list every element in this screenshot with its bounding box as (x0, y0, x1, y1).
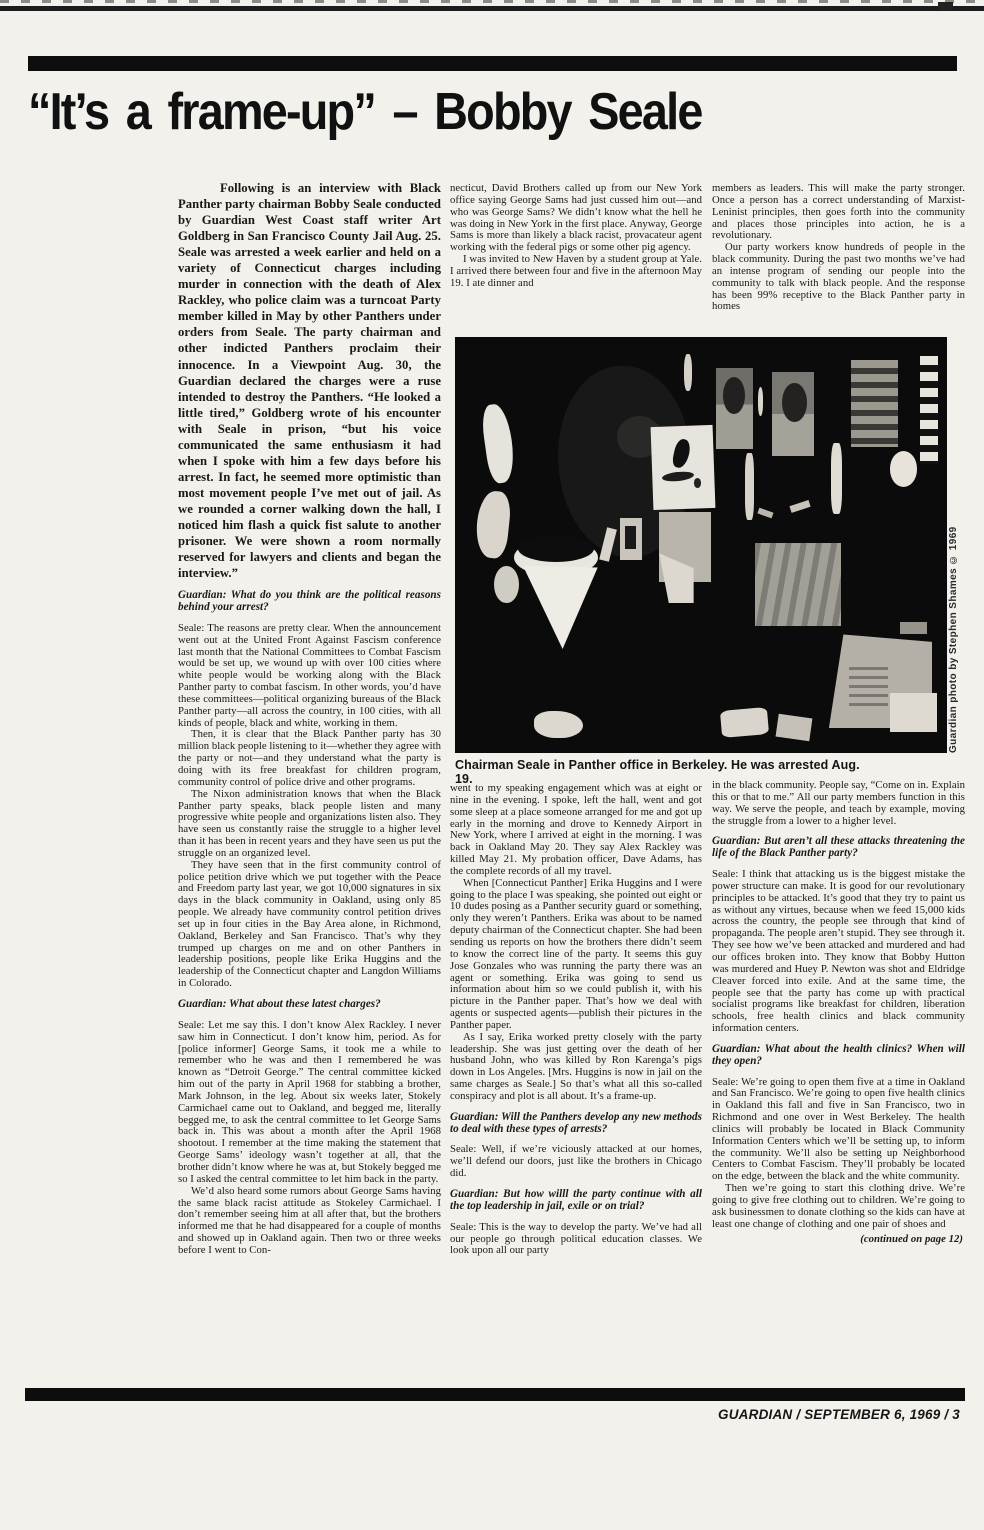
shelf-edge (900, 622, 927, 634)
article-paragraph: went to my speaking engagement which was at eight or nine in the evening. I spoke, left the hall, went and got some sleep at a place someone arranged for me and got up early in the morning and drove to Kennedy Airport in New York, where I arrived at eight in the morning. I was back in Oakland May 20. They say Alex Rackley was killed May 21. My probation officer, Dave Adams, has the complete records of all my travel. (450, 783, 702, 877)
film-strip-frames (920, 356, 938, 464)
article-paragraph: necticut, David Brothers called up from our New York office saying George Sams had just cussed him out—and who was George Sams? We didn’t know what the hell he was doing in New York in the first place. Anyway, George Sams is more than likely a black racist, provacateur agent working with the federal pigs or some other pig agency. (450, 183, 702, 254)
turtleneck-collar-shadow (518, 535, 594, 562)
article-paragraph: I was invited to New Haven by a student group at Yale. I arrived there between four and five in the afternoon May 19. I ate dinner and (450, 253, 702, 289)
page-headline: “It’s a frame-up” – Bobby Seale (28, 83, 702, 141)
article-paragraph: Then, it is clear that the Black Panther party has 30 million black people listening to it—whether they agree with the party or not—and they understand what the party is doing with its free breakfast for children program, community control of police drive and other programs. (178, 728, 441, 788)
article-column-1 (178, 180, 441, 1377)
poster-portrait (782, 383, 807, 423)
desk-paper (776, 713, 813, 740)
article-intro: Following is an interview with Black Panther party chairman Bobby Seale conducted by Guardian West Coast staff writer Art Goldberg in San Francisco County Jail Aug. 25. Seale was arrested a week earlier and held on a variety of Connecticut charges including murder in connection with the death of Alex Rackley, who police claim was a turncoat Party member killed in May by other Panthers under orders from Seale. The party chairman and other indicted Panthers proclaim their innocence. In a Viewpoint Aug. 30, the Guardian declared the charges were a ruse intended to destroy the Panthers. “He looked a little tired,” Goldberg wrote of his encounter with Seale in prison, “but his voice communicated the same enthusiasm it had when I spoke with him a few days before his arrest. In fact, he seemed more optimistic than most movement people I’ve met out of jail. As we rounded a corner walking down the hall, I noticed him flash a quick fist salute to another prisoner. We were shown a room normally reserved for lawyers and clients and began the interview.” (178, 181, 441, 581)
wall-light-patch (479, 402, 517, 484)
wall-poster-grid (851, 360, 898, 447)
guardian-question: Guardian: Will the Panthers develop any new methods to deal with these types of arrests? (450, 1110, 702, 1135)
wall-light-patch (494, 566, 519, 603)
guardian-question: Guardian: What about the health clinics? When will they open? (712, 1042, 965, 1067)
scan-corner-mark (938, 2, 953, 10)
photo-caption: Chairman Seale in Panther office in Berkeley. He was arrested Aug. 19. (455, 758, 860, 786)
light-dash (757, 507, 773, 518)
article-paragraph: members as leaders. This will make the party stronger. Once a person has a correct understanding of Marxist-Leninist principles, then goes forth into the community and places those principles into action, he is a revolutionary. (712, 183, 965, 242)
desk-papers-texture (849, 661, 888, 711)
light-blob (890, 451, 917, 486)
guardian-question: Guardian: But aren’t all these attacks threatening the life of the Black Panther party? (712, 835, 965, 860)
continued-note: (continued on page 12) (860, 1232, 963, 1245)
article-paragraph: in the black community. People say, “Come on in. Explain this or that to me.” All our party members function in this way. We serve the people, and teach by example, moving the struggle from a lower to a higher level. (712, 780, 965, 827)
light-switch (625, 526, 636, 549)
article-paragraph: Seale: We’re going to open them five at a time in Oakland and San Francisco. We’re going to open five health clinics in Oakland this fall and five in San Francisco, two in Richmond and one over in West Berkeley. The health clinics will probably be located in Black Community Information Centers which we’ll be setting up, to inform the community. We’ll also be setting up Neighborhood Centers to Combat Fascism. They’ll probably be located on the edge, between the black and the white community. (712, 1075, 965, 1183)
article-paragraph: The Nixon administration knows that when the Black Panther party speaks, black people listen and many progressive white people and organizations listen also. They have seen us constantly raise the struggle to a higher level than it has been in recent years and they have seen us put the struggle on an organized level. (178, 787, 441, 859)
article-paragraph: Seale: I think that attacking us is the biggest mistake the power structure can make. It is good for our revolutionary principles to be attacked. It’s good that they try to paint us as without any virtues, because when we feed 15,000 kids across the country, the people see through that kind of propaganda. The people aren’t stupid. They see through it. They see how we’ve been attacked and murdered and had our offices broken into. They know that Bobby Hutton was murdered and Huey P. Newton was shot and Eldridge Cleaver forced into exile. And at the same time, the people see that the party has come up with practical socialist programs like breakfast for children, liberation schools, free health clinics and black community information centers. (712, 868, 965, 1035)
photo-credit: Guardian photo by Stephen Shames © 1969 (948, 526, 959, 753)
foreground-light-blob (534, 711, 583, 738)
headline-rule-bar (28, 56, 957, 71)
light-sliver (684, 354, 692, 391)
guardian-question: Guardian: What about these latest charges? (178, 998, 381, 1011)
article-column-2-below-photo (450, 783, 702, 1377)
article-paragraph: Seale: This is the way to develop the party. We’ve had all our people go through political education classes. We look upon all our party (450, 1220, 702, 1257)
poster-portrait (723, 377, 745, 414)
article-paragraph: Seale: Let me say this. I don’t know Alex Rackley. I never saw him in Connecticut. I don’t know him, period. As for [police informer] George Sams, it took me a while to remember who he was and then I remembered he was known as “Detroit George.” The central committee kicked him out of the party in April 1968 for stabbing a brother, Mark Johnson, in the leg. About six weeks later, Stokely Carmichael came out to Oakland, and begged me, literally begged me, to ask the central committee to let George Sams back in. This was about a month after the April 1968 shootout. I remember at the time making the statement that George Sams’ ideology wasn’t together at all, that the brother didn’t know where he was at, but Stokely begged me so I asked the central committee to let him back in the party. (178, 1018, 441, 1185)
article-column-3-below-photo (712, 780, 965, 1377)
guardian-question: Guardian: What do you think are the political reasons behind your arrest? (178, 589, 441, 614)
article-paragraph: As I say, Erika worked pretty closely with the party leadership. She was just getting over the death of her husband John, who was killed by Ron Karenga’s pigs down in Los Angeles. [Mrs. Huggins is now in jail on the same charges as Seale.] So that’s what all this so-called conspiracy and plot is all about. It’s a frame-up. (450, 1030, 702, 1102)
top-dashed-rule (0, 0, 984, 3)
light-sliver (758, 387, 764, 416)
light-dash (789, 501, 810, 513)
center-wall-poster (755, 543, 841, 626)
desk-paper (890, 693, 937, 733)
article-paragraph: Seale: Well, if we’re viciously attacked at our homes, we’ll defend our doors, just like the brothers in Chicago did. (450, 1143, 702, 1180)
white-shirt-v (521, 566, 597, 649)
desk-paper (720, 707, 769, 738)
folio-line: GUARDIAN / SEPTEMBER 6, 1969 / 3 (718, 1407, 960, 1422)
article-column-3-above-photo (712, 183, 965, 335)
article-paragraph: Then we’re going to start this clothing drive. We’re going to give free clothing out to children. We’re going to ask businessmen to donate clothing so the kids can have at least one change of clothing and one pair of shoes and (712, 1182, 965, 1230)
article-column-2-above-photo (450, 183, 702, 335)
article-paragraph: When [Connecticut Panther] Erika Huggins and I were going to the place I was speaking, she pointed out eight or 10 dudes posing as a Panther security guard or something, only they weren’t Panthers. Erika was about to be named deputy chairman of the Connecticut chapter. She had been sending us reports on how the brothers there didn’t seem to know the correct line of the party. It seems this guy Jose Gonzales who was running the party there was an agent or something. Erika was going to send us information about him so we could publish it, with his picture in the Panther paper. That’s how we deal with agents or suspected agents—publish their pictures in the Panther paper. (450, 876, 702, 1031)
wall-light-patch (474, 489, 513, 559)
light-sliver (831, 443, 842, 514)
article-paragraph: We’d also heard some rumors about George Sams having the same black racist attitude as Stokeley Carmichael. I don’t remember seeing him at all after that, but the brothers informed me that he had disappeared for a couple of months and showed up in Oakland again. Then two or three weeks before I went to Con- (178, 1184, 441, 1256)
light-sliver (745, 453, 754, 520)
footer-rule-bar (25, 1388, 965, 1401)
guardian-question: Guardian: But how willl the party continue with all the top leadership in jail, exile or on trial? (450, 1188, 702, 1212)
top-rule (0, 6, 984, 11)
article-paragraph: Seale: The reasons are pretty clear. When the announcement went out at the United Front Against Fascism conference last month that the National Committees to Combat Fascism would be set up, we wound up with over 100 cities where white people would be working along with the Black Panther party to combat fascism. In other words, you’d have these committees—political organizing bureaus of the Black Panther party—all across the country, in 100 cities, with all kinds of people, black and white, working in them. (178, 621, 441, 729)
seale-office-photo (455, 337, 947, 753)
article-paragraph: Our party workers know hundreds of people in the black community. During the past two months we’ve had an intense program of sending our people into the community to talk with black people. And the response has been 99% receptive to the Black Panther party in homes (712, 241, 965, 313)
article-paragraph: They have seen that in the first community control of police petition drive which we put together with the Peace and Freedom party last year, we got 10,000 signatures in six days in the black community in Oakland, using only 85 people. We already have community control petition drives set up in four cities in the Bay Area alone, in Richmond, Oakland, Berkeley and San Francisco. That’s why they trumped up charges on me and on other Panthers in leadership positions, people like Erika Huggins and the leadership of the Connecticut chapter and Langdon Williams in Colorado. (178, 858, 441, 990)
